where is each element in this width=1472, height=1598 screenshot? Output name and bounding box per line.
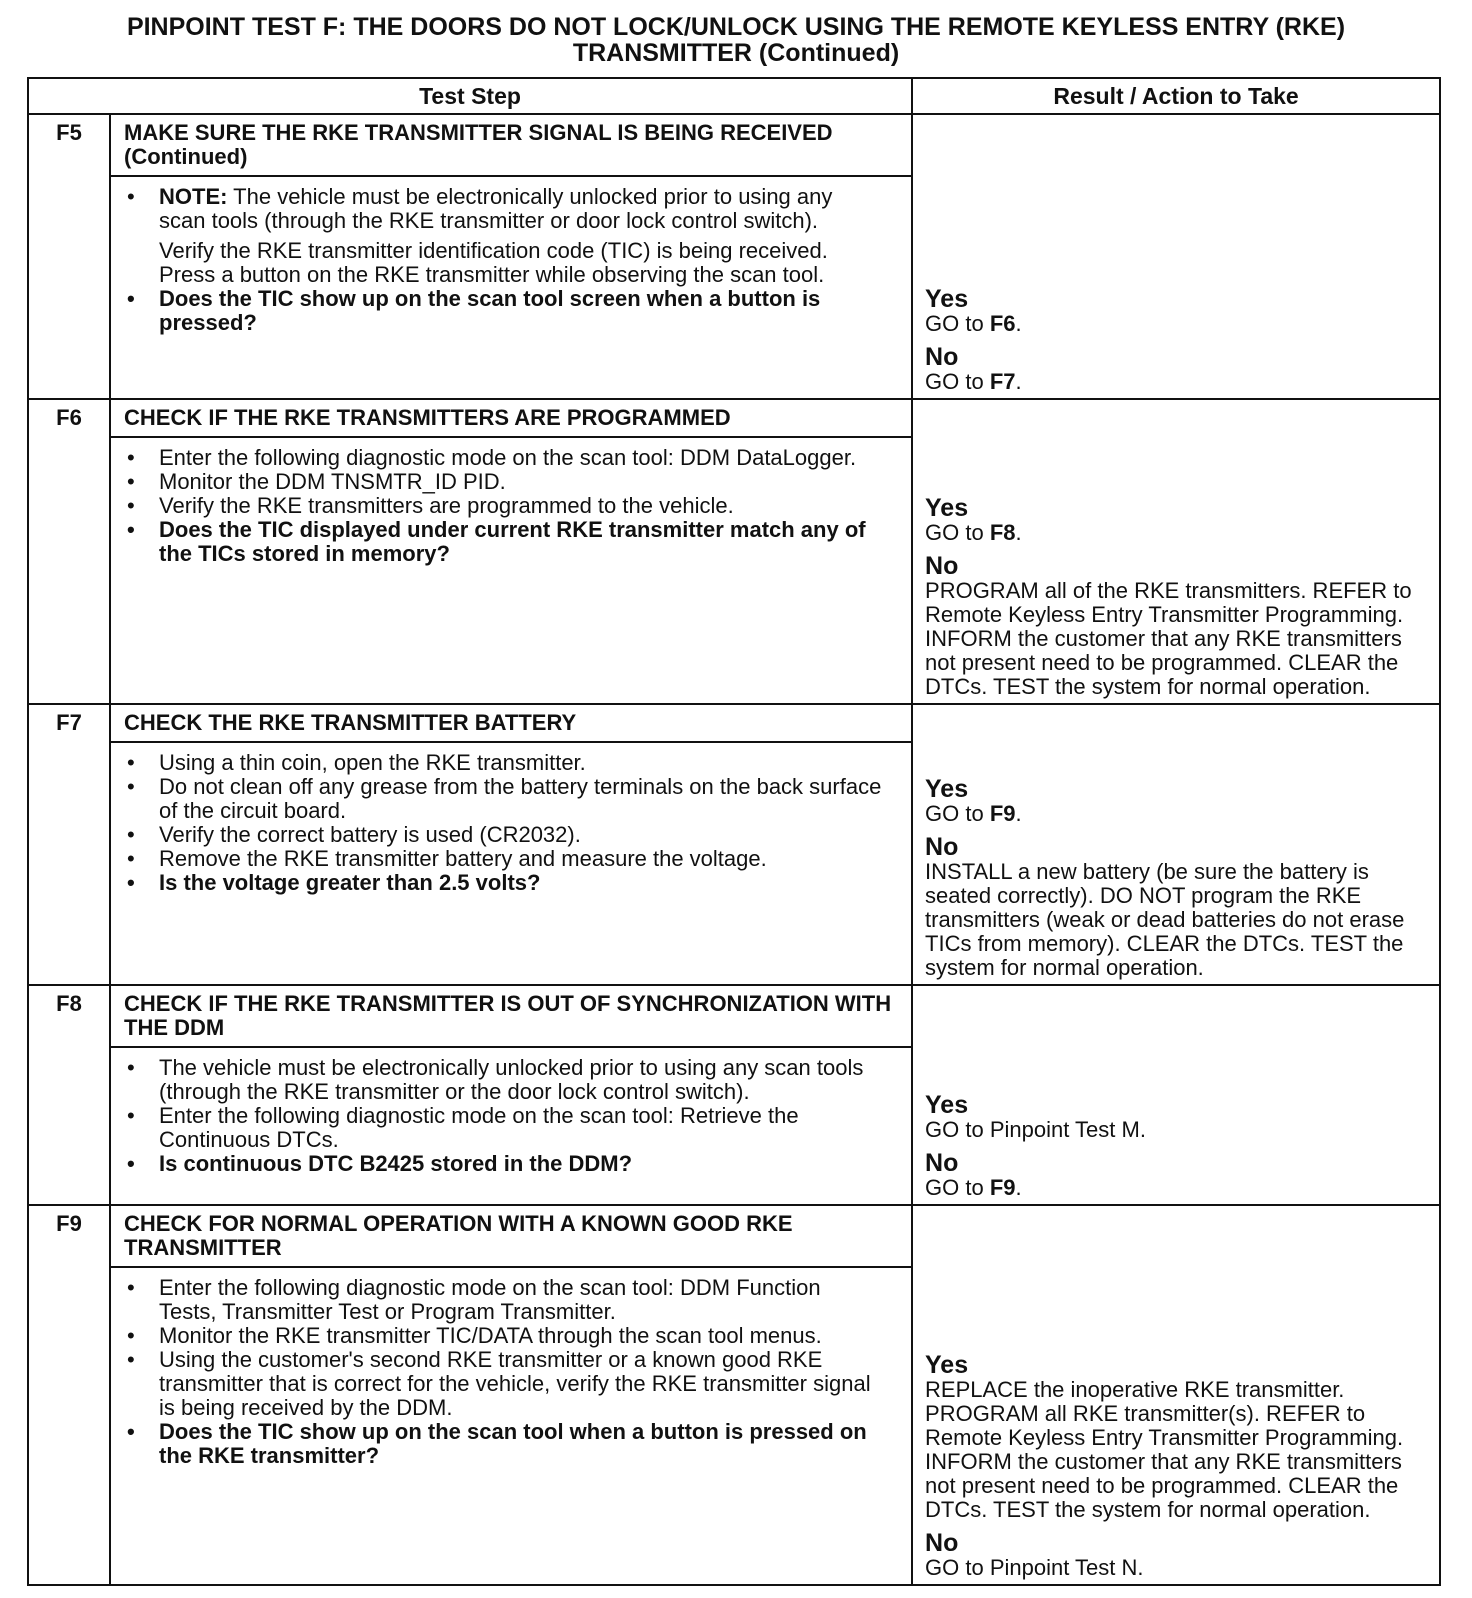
- step-f9-id: F9: [28, 1205, 110, 1267]
- step-f8-no-label: No: [925, 1149, 959, 1177]
- pinpoint-test-table: [27, 77, 1441, 1586]
- header-result: Result / Action to Take: [912, 78, 1440, 114]
- step-f9-bullet-3: • Using the customer's second RKE transmitter or a known good RKE transmitter that is correct for the vehicle, verify the RKE transmitter signal is being received by the DDM.: [123, 1348, 883, 1420]
- page-title-line-2: TRANSMITTER (Continued): [572, 39, 900, 67]
- step-f9-question: • Does the TIC show up on the scan tool when a button is pressed on the RKE transmitter?: [123, 1420, 883, 1468]
- step-f8-body: [110, 1047, 912, 1205]
- step-f7-body: [110, 742, 912, 985]
- step-f9-result: [912, 1205, 1440, 1585]
- step-f8-id-blank: [28, 1047, 110, 1205]
- step-f7-bullet-3: • Verify the correct battery is used (CR2032).: [123, 823, 883, 847]
- step-f7-yes-label: Yes: [925, 775, 969, 803]
- page-title-line-1: PINPOINT TEST F: THE DOORS DO NOT LOCK/UNLOCK USING THE REMOTE KEYLESS ENTRY (RKE): [126, 13, 1346, 41]
- step-f6-body: [110, 437, 912, 704]
- step-f5-no-label: No: [925, 343, 959, 371]
- step-f8-bullet-2: • Enter the following diagnostic mode on the scan tool: Retrieve the Continuous DTCs.: [123, 1104, 883, 1152]
- step-f9-body: [110, 1267, 912, 1585]
- step-f7-no-action: INSTALL a new battery (be sure the battery is seated correctly). DO NOT program the RKE transmitters (weak or dead batteries do not erase TICs from memory). CLEAR the DTCs. TEST the system for normal operation.: [925, 859, 1405, 980]
- step-f5-instruction: Verify the RKE transmitter identification code (TIC) is being received. Press a button on the RKE transmitter while observing the scan tool.: [159, 238, 828, 287]
- step-f9-id-blank: [28, 1267, 110, 1585]
- step-f5-yes-action: GO to F6.: [925, 311, 1022, 336]
- step-f6-bullet-2: • Monitor the DDM TNSMTR_ID PID.: [123, 470, 883, 494]
- step-f5-result: [912, 114, 1440, 399]
- step-f7-yes-action: GO to F9.: [925, 801, 1022, 826]
- step-f7-title-row: [28, 704, 1440, 742]
- step-f7-no-label: No: [925, 833, 959, 861]
- header-test-step: Test Step: [28, 78, 912, 114]
- step-f8-id: F8: [28, 985, 110, 1047]
- step-f8-question: • Is continuous DTC B2425 stored in the DDM?: [123, 1152, 883, 1176]
- step-f6-no-label: No: [925, 552, 959, 580]
- step-f6-id: F6: [28, 399, 110, 437]
- step-f6-id-blank: [28, 437, 110, 704]
- step-f9-title-row: [28, 1205, 1440, 1267]
- step-f6-title: CHECK IF THE RKE TRANSMITTERS ARE PROGRAMMED: [110, 399, 912, 437]
- step-f8-title: CHECK IF THE RKE TRANSMITTER IS OUT OF SYNCHRONIZATION WITH THE DDM: [110, 985, 912, 1047]
- step-f7-question: • Is the voltage greater than 2.5 volts?: [123, 871, 883, 895]
- step-f7-title: CHECK THE RKE TRANSMITTER BATTERY: [110, 704, 912, 742]
- step-f7-id: F7: [28, 704, 110, 742]
- step-f8-title-row: [28, 985, 1440, 1047]
- step-f9-yes-action: REPLACE the inoperative RKE transmitter. PROGRAM all RKE transmitter(s). REFER to Remote Keyless Entry Transmitter Programming. INFORM the customer that any RKE transmitters not present need to be programmed. CLEAR the DTCs. TEST the system for normal operation.: [925, 1377, 1404, 1522]
- step-f8-yes-action: GO to Pinpoint Test M.: [925, 1117, 1146, 1142]
- page-title: [20, 14, 1452, 66]
- step-f9-yes-label: Yes: [925, 1351, 969, 1379]
- step-f8-result: [912, 985, 1440, 1205]
- step-f6-bullet-1: • Enter the following diagnostic mode on the scan tool: DDM DataLogger.: [123, 446, 883, 470]
- step-f6-yes-action: GO to F8.: [925, 520, 1022, 545]
- step-f5-question: • Does the TIC show up on the scan tool screen when a button is pressed?: [123, 287, 883, 335]
- step-f9-title: CHECK FOR NORMAL OPERATION WITH A KNOWN GOOD RKE TRANSMITTER: [110, 1205, 912, 1267]
- step-f9-no-label: No: [925, 1529, 959, 1557]
- step-f8-bullet-1: • The vehicle must be electronically unlocked prior to using any scan tools (through the RKE transmitter or the door lock control switch).: [123, 1056, 883, 1104]
- step-f7-bullet-4: • Remove the RKE transmitter battery and measure the voltage.: [123, 847, 883, 871]
- step-f7-result: [912, 704, 1440, 985]
- step-f6-result: [912, 399, 1440, 704]
- step-f5-body: [110, 176, 912, 399]
- step-f9-bullet-2: • Monitor the RKE transmitter TIC/DATA through the scan tool menus.: [123, 1324, 883, 1348]
- step-f5-title: MAKE SURE THE RKE TRANSMITTER SIGNAL IS BEING RECEIVED (Continued): [110, 114, 912, 176]
- step-f9-no-action: GO to Pinpoint Test N.: [925, 1555, 1144, 1580]
- step-f7-id-blank: [28, 742, 110, 985]
- step-f7-bullet-2: • Do not clean off any grease from the battery terminals on the back surface of the circuit board.: [123, 775, 883, 823]
- step-f8-no-action: GO to F9.: [925, 1175, 1022, 1200]
- step-f6-question: • Does the TIC displayed under current RKE transmitter match any of the TICs stored in memory?: [123, 518, 883, 566]
- step-f5-yes-label: Yes: [925, 285, 969, 313]
- step-f5-id: F5: [28, 114, 110, 176]
- step-f6-no-action: PROGRAM all of the RKE transmitters. REFER to Remote Keyless Entry Transmitter Programming. INFORM the customer that any RKE transmitters not present need to be programmed. CLEAR the DTCs. TEST the system for normal operation.: [925, 578, 1412, 699]
- step-f5-id-blank: [28, 176, 110, 399]
- table-header-row: [28, 78, 1440, 114]
- step-f7-bullet-1: • Using a thin coin, open the RKE transmitter.: [123, 751, 883, 775]
- step-f6-title-row: [28, 399, 1440, 437]
- step-f8-yes-label: Yes: [925, 1091, 969, 1119]
- step-f5-title-row: [28, 114, 1440, 176]
- step-f6-yes-label: Yes: [925, 494, 969, 522]
- step-f6-bullet-3: • Verify the RKE transmitters are programmed to the vehicle.: [123, 494, 883, 518]
- step-f5-note: • NOTE: The vehicle must be electronically unlocked prior to using any scan tools (through the RKE transmitter or door lock control switch).: [123, 185, 883, 233]
- step-f9-bullet-1: • Enter the following diagnostic mode on the scan tool: DDM Function Tests, Transmitter Test or Program Transmitter.: [123, 1276, 883, 1324]
- step-f5-no-action: GO to F7.: [925, 369, 1022, 394]
